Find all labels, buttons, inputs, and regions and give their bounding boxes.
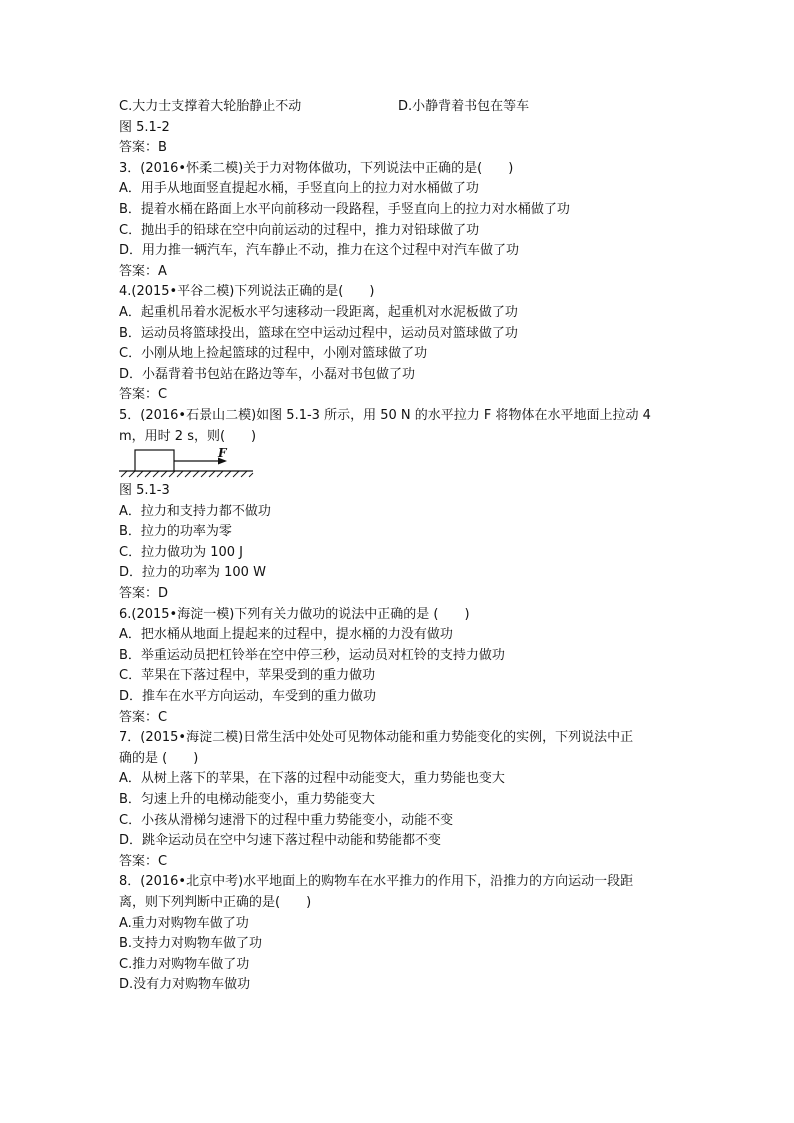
text-line: B．拉力的功率为零 [119,524,232,540]
force-label: F [218,447,227,461]
text-line: 6.(2015•海淀一模)下列有关力做功的说法中正确的是 ( ) [119,606,470,622]
text-line: B．运动员将篮球投出，篮球在空中运动过程中，运动员对篮球做了功 [119,325,518,341]
text-line: 3．(2016•怀柔二模)关于力对物体做功，下列说法中正确的是( ) [119,160,514,176]
text-line: B．匀速上升的电梯动能变小，重力势能变大 [119,792,375,807]
text-line: 4.(2015•平谷二模)下列说法正确的是( ) [119,284,375,300]
text-line: D．拉力的功率为 100 W [119,565,266,581]
text-line: C．拉力做功为 100 J [119,544,243,560]
options-row-c-d [119,97,689,118]
text-line: A．从树上落下的苹果，在下落的过程中动能变大，重力势能也变大 [119,771,505,787]
text-line: D．小磊背着书包站在路边等车，小磊对书包做了功 [119,366,416,382]
text-line: 答案：C [119,387,168,403]
text-line: m，用时 2 s，则( ) [119,428,257,444]
text-line: 5．(2016•石景山二模)如图 5.1-3 所示，用 50 N 的水平拉力 F 将物体在水平地面上拉动 4 [119,407,651,423]
text-block-b [119,481,689,996]
figure-5-1-3 [119,447,689,481]
text-line: C.推力对购物车做了功 [119,956,250,972]
block-rect [135,450,174,471]
text-line: 答案：C [119,853,168,869]
text-line: D．跳伞运动员在空中匀速下落过程中动能和势能都不变 [119,833,442,849]
text-line: A．用手从地面竖直提起水桶，手竖直向上的拉力对水桶做了功 [119,181,479,197]
text-line: C．小刚从地上捡起篮球的过程中，小刚对篮球做了功 [119,346,428,362]
text-line: D．用力推一辆汽车，汽车静止不动，推力在这个过程中对汽车做了功 [119,243,520,259]
text-line: A．拉力和支持力都不做功 [119,503,271,519]
text-line: 图 5.1-2 [119,119,170,135]
text-line: 答案：C [119,709,168,725]
text-line: 离，则下列判断中正确的是( ) [119,894,312,910]
text-line: 8．(2016•北京中考)水平地面上的购物车在水平推力的作用下，沿推力的方向运动一段距 [119,874,634,890]
text-line: B．提着水桶在路面上水平向前移动一段路程，手竖直向上的拉力对水桶做了功 [119,201,570,217]
option-c: C.大力士支撑着大轮胎静止不动 [119,99,302,114]
text-line: C．抛出手的铅球在空中向前运动的过程中，推力对铅球做了功 [119,222,480,238]
text-line: C．小孩从滑梯匀速滑下的过程中重力势能变小，动能不变 [119,812,454,828]
ground-hatching [121,471,253,477]
text-line: C．苹果在下落过程中，苹果受到的重力做功 [119,668,376,684]
text-line: 确的是 ( ) [119,750,199,766]
block-force-diagram [119,447,259,481]
text-line: A．把水桶从地面上提起来的过程中，提水桶的力没有做功 [119,627,453,643]
text-line: B．举重运动员把杠铃举在空中停三秒，运动员对杠铃的支持力做功 [119,647,505,663]
text-line: 答案：D [119,586,169,602]
text-line: 图 5.1-3 [119,483,170,499]
text-line: A．起重机吊着水泥板水平匀速移动一段距离，起重机对水泥板做了功 [119,304,518,320]
option-d: D.小静背着书包在等车 [398,99,530,114]
text-line: A.重力对购物车做了功 [119,915,249,931]
text-line: D.没有力对购物车做功 [119,977,251,993]
document-body [119,97,689,996]
text-block-a [119,118,689,448]
text-line: 答案：A [119,263,167,279]
text-line: 7．(2015•海淀二模)日常生活中处处可见物体动能和重力势能变化的实例，下列说法中正 [119,730,634,746]
text-line: D．推车在水平方向运动，车受到的重力做功 [119,689,377,705]
text-line: B.支持力对购物车做了功 [119,936,263,952]
text-line: 答案：B [119,140,167,156]
